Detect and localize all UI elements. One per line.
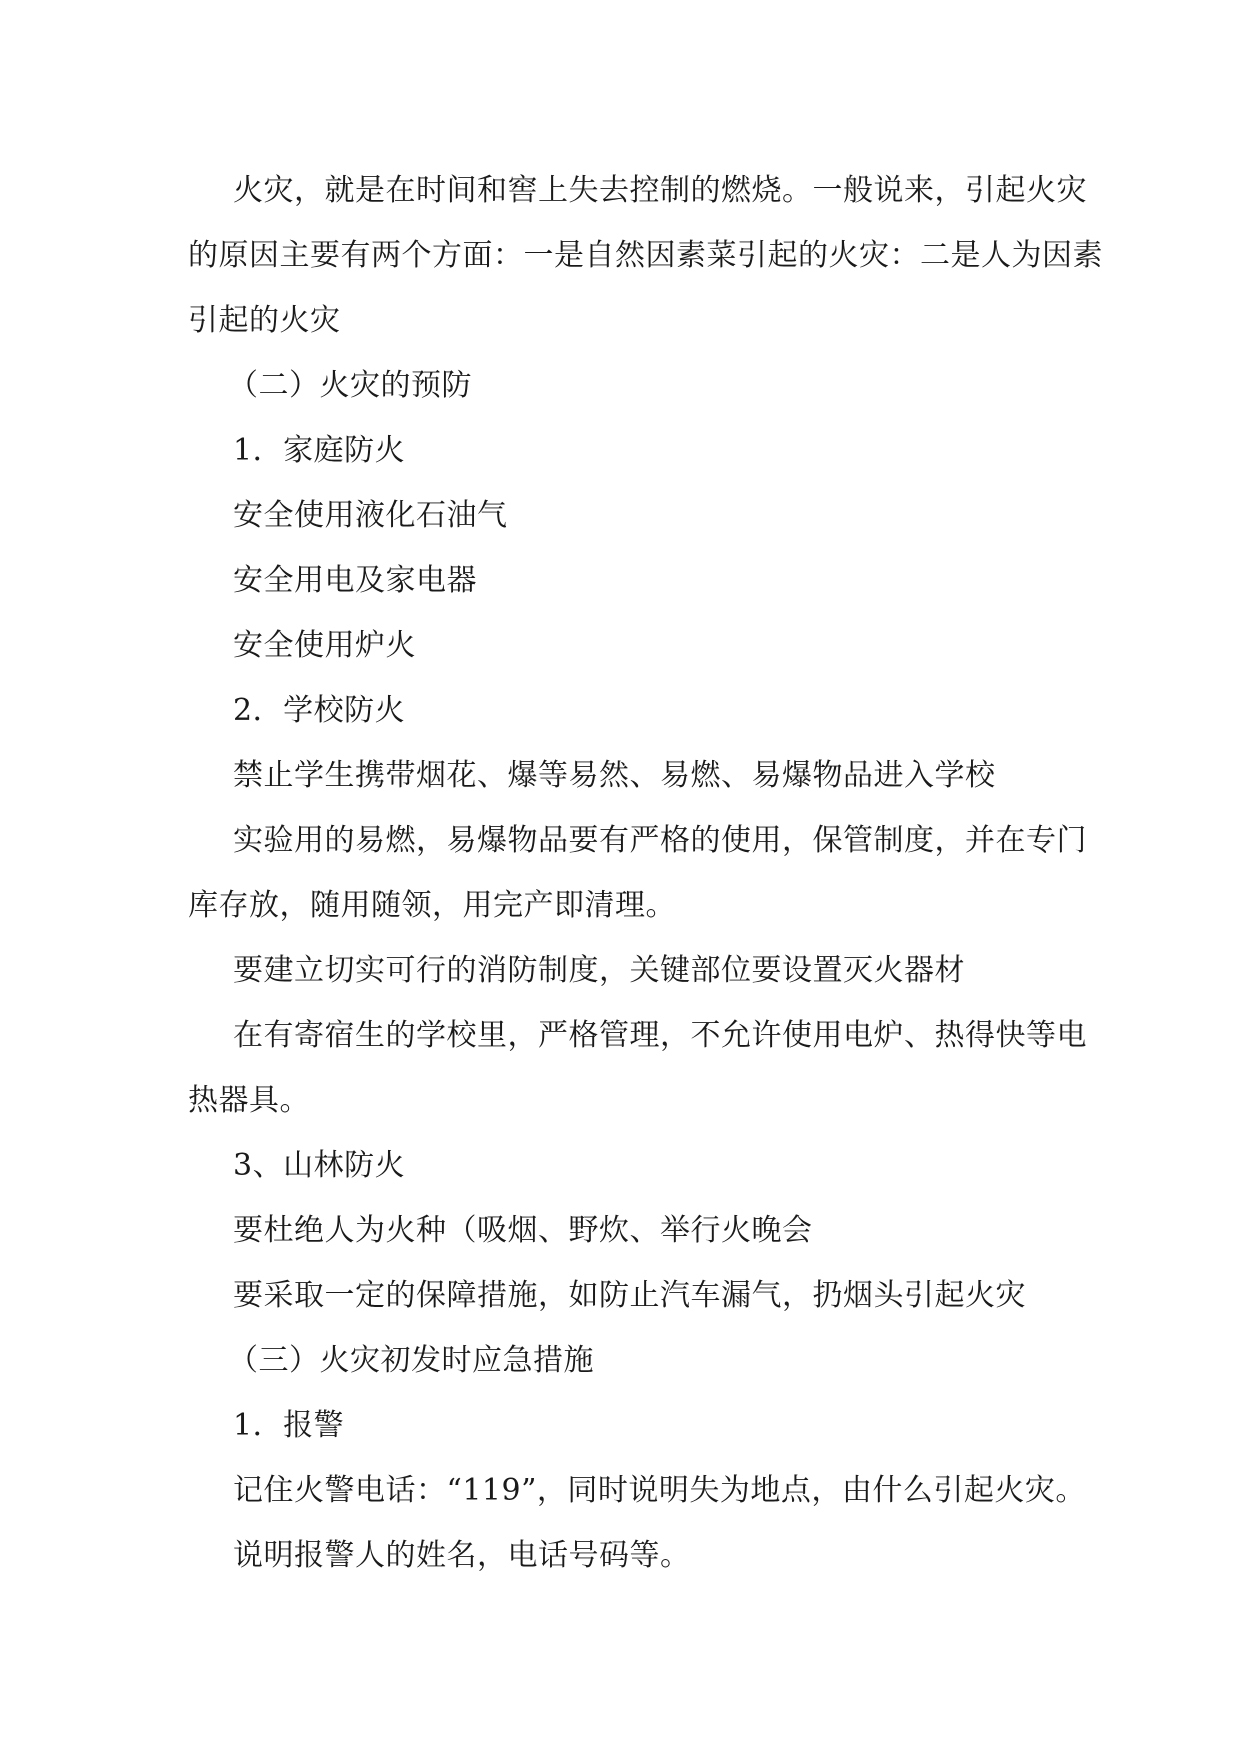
text-line: 热器具。 xyxy=(188,1083,310,1118)
text-line: 要采取一定的保障措施，如防止汽车漏气，扔烟头引起火灾 xyxy=(233,1278,1026,1313)
text-line: 实验用的易燃，易爆物品要有严格的使用，保管制度，并在专门 xyxy=(233,823,1087,858)
text-line: 安全使用炉火 xyxy=(233,628,416,663)
subsection-heading: 2．学校防火 xyxy=(233,693,406,728)
text-line: 安全使用液化石油气 xyxy=(233,498,508,533)
subsection-heading: 1．家庭防火 xyxy=(233,433,406,468)
text-line: 记住火警电话：“119”，同时说明失为地点，由什么引起火灾。 xyxy=(233,1473,1086,1508)
subsection-heading: 3、山林防火 xyxy=(233,1148,406,1183)
text-line: 的原因主要有两个方面：一是自然因素菜引起的火灾：二是人为因素 xyxy=(188,238,1103,273)
text-line: 火灾，就是在时间和窖上失去控制的燃烧。一般说来，引起火灾 xyxy=(233,173,1087,208)
section-heading: （三）火灾初发时应急措施 xyxy=(228,1343,594,1378)
text-line: 在有寄宿生的学校里，严格管理，不允许使用电炉、热得快等电 xyxy=(233,1018,1087,1053)
text-line: 安全用电及家电器 xyxy=(233,563,477,598)
text-line: 引起的火灾 xyxy=(188,303,341,338)
text-line: 要建立切实可行的消防制度，关键部位要设置灭火器材 xyxy=(233,953,965,988)
text-line: 说明报警人的姓名，电话号码等。 xyxy=(233,1538,691,1573)
subsection-heading: 1．报警 xyxy=(233,1408,345,1443)
text-line: 要杜绝人为火种（吸烟、野炊、举行火晚会 xyxy=(233,1213,813,1248)
text-line: 库存放，随用随领，用完产即清理。 xyxy=(188,888,676,923)
document-body xyxy=(188,158,1103,1588)
section-heading: （二）火灾的预防 xyxy=(228,368,472,403)
text-line: 禁止学生携带烟花、爆等易然、易燃、易爆物品进入学校 xyxy=(233,758,996,793)
